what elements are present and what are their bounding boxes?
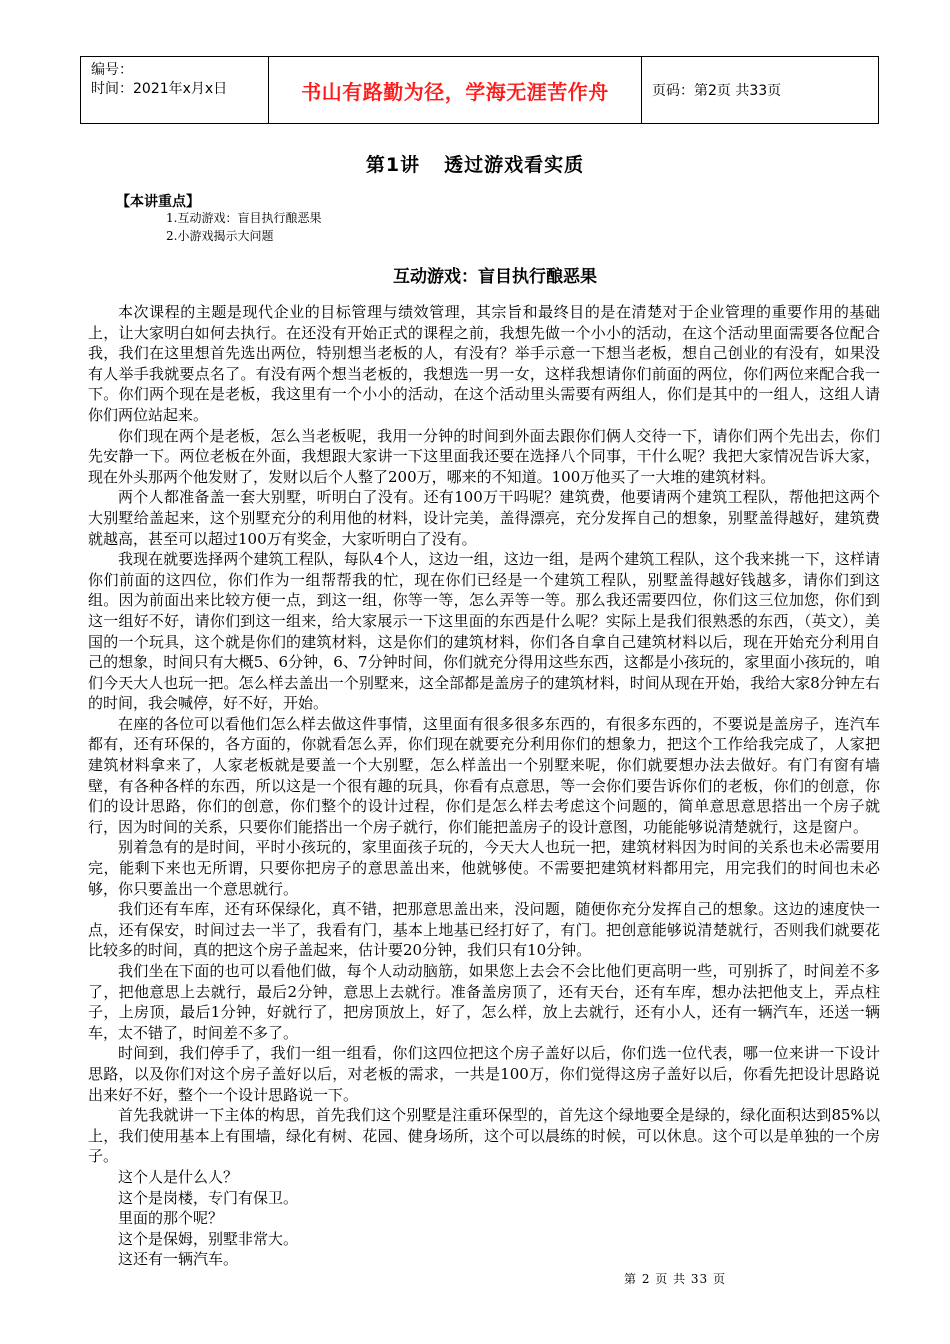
header-meta-cell [81,57,269,123]
document-number-label: 编号： [91,62,133,78]
dialog-line: 这个是岗楼，专门有保卫。 [118,1188,299,1207]
header-table [80,56,879,124]
paragraph: 两个人都准备盖一套大别墅，听明白了没有。还有100万干吗呢？建筑费，他要请两个建筑工程队，帮他把这两个大别墅给盖起来，这个别墅充分的利用他的材料，设计完美，盖得漂亮，充分发挥自己的想象，别墅盖得越好，建筑费就越高，甚至可以超过100万有奖金，大家听明白了没有。 [88,488,880,548]
paragraph: 本次课程的主题是现代企业的目标管理与绩效管理，其宗旨和最终目的是在清楚对于企业管理的重要作用的基础上，让大家明白如何去执行。在还没有开始正式的课程之前，我想先做一个小小的活动，在这个活动里面需要各位配合我，我们在这里想首先选出两位，特别想当老板的人，有没有？举手示意一下想当老板，想自己创业的有没有，如果没有人举手我就要点名了。有没有两个想当老板的，我想选一男一女，这样我想请你们前面的两位，你们两位来配合我一下。你们两个现在是老板，我这里有一个小小的活动，在这个活动里头需要有两组人，你们是其中的一组人，这组人请你们两位站起来。 [88,303,880,424]
paragraph: 首先我就讲一下主体的构思，首先我们这个别墅是注重环保型的，首先这个绿地要全是绿的，绿化面积达到85%以上，我们使用基本上有围墙，绿化有树、花园、健身场所，这个可以晨练的时候，可以休息。这个可以是单独的一个房子。 [88,1106,880,1166]
header-motto: 书山有路勤为径，学海无涯苦作舟 [301,79,609,104]
body-text [88,302,880,1270]
dialog-line: 里面的那个呢？ [118,1209,224,1228]
focus-item: 2.小游戏揭示大问题 [166,229,274,243]
header-motto-cell [269,57,642,123]
focus-label: 【本讲重点】 [116,194,200,210]
paragraph: 我们坐在下面的也可以看他们做，每个人动动脑筋，如果您上去会不会比他们更高明一些，可别拆了，时间差不多了，把他意思上去就行，最后2分钟，意思上去就行。准备盖房顶了，还有天台，还有车库，想办法把他支上，弄点柱子，上房顶，最后1分钟，好就行了，把房顶放上，好了，怎么样，放上去就行，还有小人，还有一辆汽车，还送一辆车，太不错了，时间差不多了。 [88,962,880,1042]
dialog-line: 这个是保姆，别墅非常大。 [118,1229,299,1248]
paragraph: 你们现在两个是老板，怎么当老板呢，我用一分钟的时间到外面去跟你们俩人交待一下，请你们两个先出去，你们先安静一下。两位老板在外面，我想跟大家讲一下这里面我还要在选择八个同事，干什么呢？我把大家情况告诉大家，现在外头那两个他发财了，发财以后个人整了200万，哪来的不知道。100万他买了一大堆的建筑材料。 [88,426,880,486]
lecture-number: 第1讲 [365,154,421,176]
dialog-line: 这个人是什么人？ [118,1167,239,1186]
lecture-title [0,150,950,177]
page-footer: 第 2 页 共 33 页 [624,1272,726,1286]
section-title: 互动游戏：盲目执行酿恶果 [393,267,597,287]
paragraph: 我现在就要选择两个建筑工程队，每队4个人，这边一组，这边一组，是两个建筑工程队，这个我来挑一下，这样请你们前面的这四位，你们作为一组帮帮我的忙，现在你们已经是一个建筑工程队，别墅盖得越好钱越多，请你们到这组。因为前面出来比较方便一点，到这一组，你等一等，怎么弄等一等。那么我还需要四位，你们这三位加您，你们到这一组好不好，请你们到这一组来，给大家展示一下这里面的东西是什么呢？实际上是我们很熟悉的东西，（英文），美国的一个玩具，这个就是你们的建筑材料，这是你们的建筑材料，你们各自拿自己建筑材料以后，现在开始充分利用自己的想象，时间只有大概5、6分钟，6、7分钟时间，你们就充分得用这些东西，这都是小孩玩的，家里面小孩玩的，咱们今天大人也玩一把。怎么样去盖出一个别墅来，这全部都是盖房子的建筑材料，时间从现在开始，我给大家8分钟左右的时间，我会喊停，好不好，开始。 [88,550,880,713]
paragraph: 我们还有车库，还有环保绿化，真不错，把那意思盖出来，没问题，随便你充分发挥自己的想象。这边的速度快一点，还有保安，时间过去一半了，我看有门，基本上地基已经打好了，有门。把创意能够说清楚就行，否则我们就要花比较多的时间，真的把这个房子盖起来，估计要20分钟，我们只有10分钟。 [88,900,880,960]
paragraph: 时间到，我们停手了，我们一组一组看，你们这四位把这个房子盖好以后，你们选一位代表，哪一位来讲一下设计思路，以及你们对这个房子盖好以后，对老板的需求，一共是100万，你们觉得这房子盖好以后，你看先把设计思路说出来好不好，整个一个设计思路说一下。 [88,1044,880,1104]
focus-item: 1.互动游戏：盲目执行酿恶果 [166,211,322,225]
header-page-cell [642,57,878,123]
document-time-label: 时间：2021年x月x日 [91,81,228,97]
paragraph: 别着急有的是时间，平时小孩玩的，家里面孩子玩的，今天大人也玩一把，建筑材料因为时间的关系也未必需要用完，能剩下来也无所谓，只要你把房子的意思盖出来，他就够使。不需要把建筑材料都用完，用完我们的时间也未必够，你只要盖出一个意思就行。 [88,838,880,898]
focus-list [166,209,321,245]
header-page-info: 页码：第2页 共33页 [652,83,782,99]
dialog-line: 这还有一辆汽车。 [118,1250,239,1269]
lecture-title-text: 透过游戏看实质 [444,154,585,176]
paragraph: 在座的各位可以看他们怎么样去做这件事情，这里面有很多很多东西的，有很多东西的，不要说是盖房子，连汽车都有，还有环保的，各方面的，你就看怎么弄，你们现在就要充分利用你们的想象力，把这个工作给我完成了，人家把建筑材料拿来了，人家老板就是要盖一个大别墅，怎么样盖出一个别墅来呢，你们就要想办法去做好。有门有窗有墙壁，有各种各样的东西，所以这是一个很有趣的玩具，你看有点意思，等一会你们要告诉你们的老板，你们的创意，你们的设计思路，你们的创意，你们整个的设计过程，你们是怎么样去考虑这个问题的，简单意思意思搭出一个房子就行，因为时间的关系，只要你们能搭出一个房子就行，你们能把盖房子的设计意图，功能能够说清楚就行，这是窗户。 [88,714,880,836]
